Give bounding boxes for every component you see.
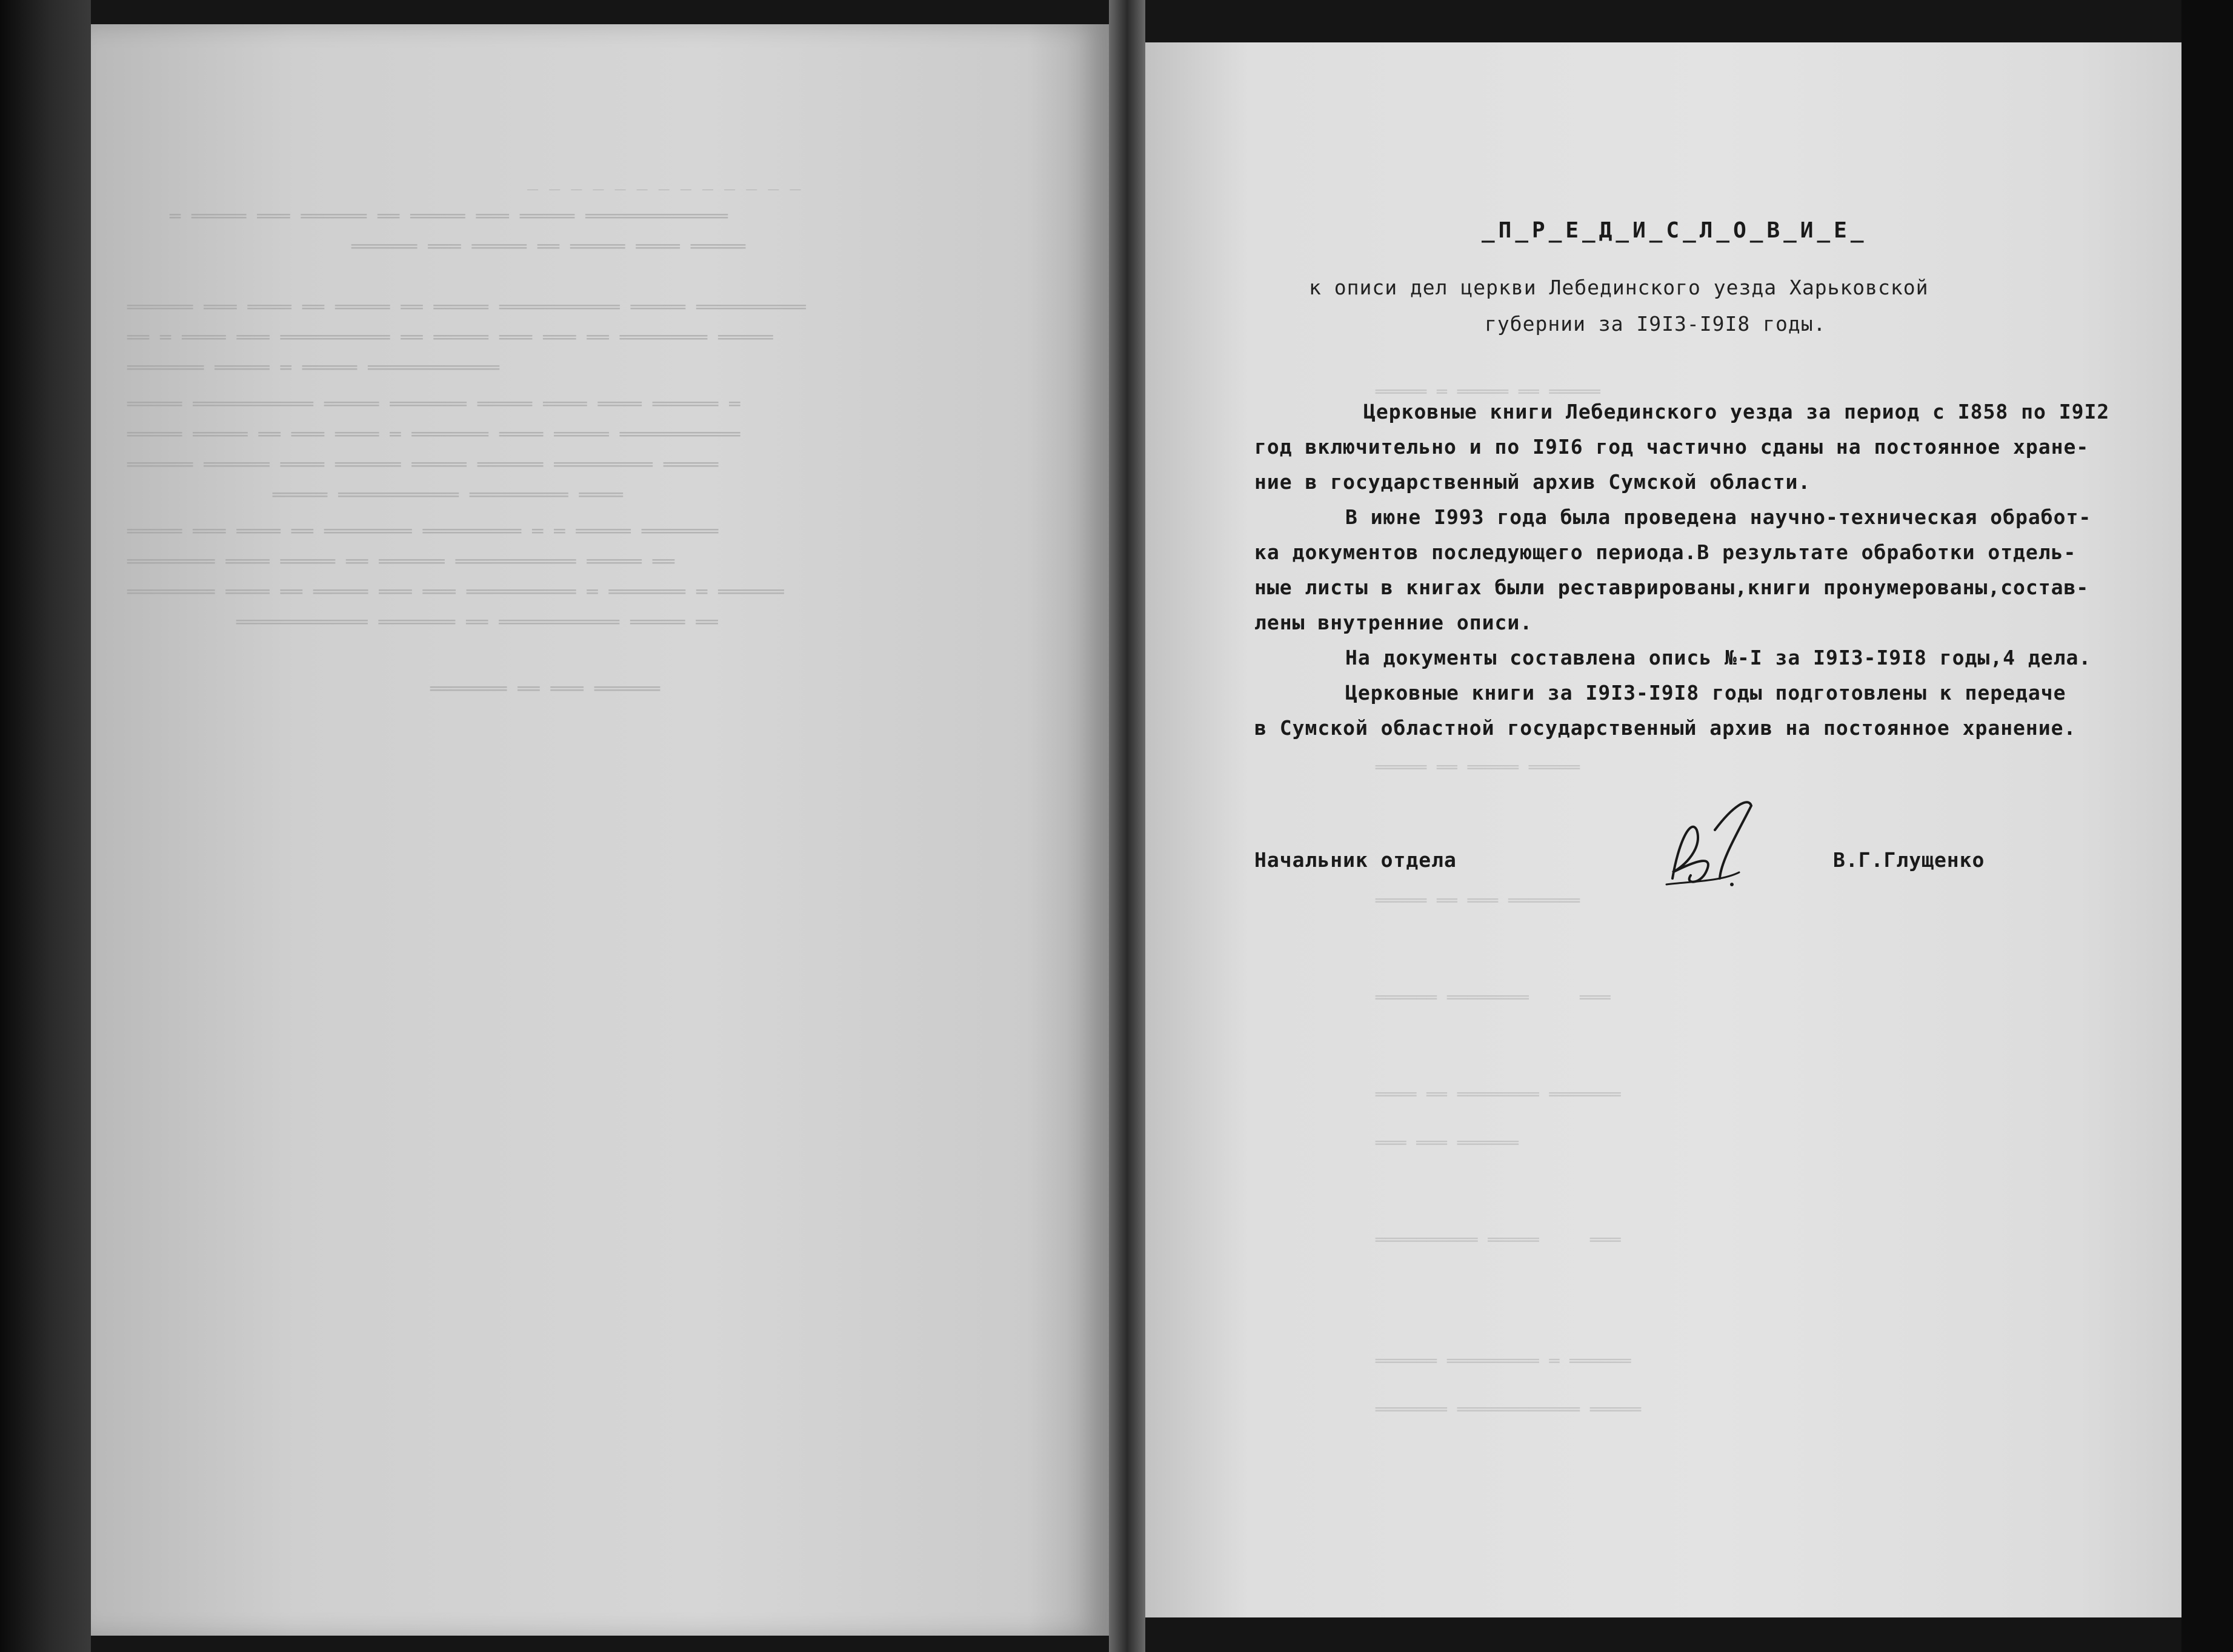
right-scan-border — [2181, 0, 2233, 1652]
bleed-through-table: ══════ ════════ ═══ — [1376, 987, 1611, 1007]
bleed-through-text: ═══════ ═════ ═ ═ ═════════ ════════ ══ ════ ═══ ═════ — [127, 521, 719, 542]
signatory-name: В.Г.Глущенко — [1833, 848, 1985, 872]
book-gutter — [1109, 0, 1145, 1652]
bleed-through-text: ═════ ════ ═════ ══ ═════ ═══ ══════ — [351, 236, 746, 257]
bleed-through-table: ═════ ═ ═════ ══ ═════ — [1376, 382, 1600, 402]
signatory-position: Начальник отдела — [1254, 848, 1457, 872]
bleed-through-table: ════ ══ ════════ ═══════ — [1376, 1084, 1621, 1104]
handwritten-signature — [1648, 794, 1769, 903]
body-line: Церковные книги за I9I3-I9I8 годы подготовлены к передаче — [1345, 681, 2066, 705]
bleed-through-text: ═════ ════════ ══ ═══ ═══ ═════ ══ ══════════ ═══ ════ ═ ══ — [127, 327, 773, 348]
body-line: Церковные книги Лебединского уезда за период с I858 по I9I2 — [1363, 400, 2110, 423]
book-spine-edge — [0, 0, 91, 1652]
bleed-through-text: ═ ══════ ════ ════ ═════ ═══════ ═════ ═══════════ ═════ — [127, 394, 740, 415]
bleed-through-text: ═══════════ ═════ ════ ═══════ ═ ════ ═══ ══ ═════ ═════ — [127, 424, 740, 445]
bleed-through-table: ═════ ══ ═══ ═══════ — [1376, 891, 1580, 911]
bleed-through-text: ══ ═════ ═══════════ ══ ═══════ ════════════ — [236, 612, 718, 633]
body-line: ные листы в книгах были реставрированы,книги пронумерованы,состав- — [1254, 576, 2089, 599]
bleed-through-text: ══════════ ═════ ═══════════ ═════ ══ ═════ ══ ════ ═══ ══════ — [127, 297, 806, 318]
body-line: На документы составлена опись №-I за I9I3-I9I8 годы,4 дела. — [1345, 646, 2092, 669]
document-subtitle-line-1: к описи дел церкви Лебединского уезда Харьковской — [1309, 276, 1929, 299]
bleed-through-table: ══════ ═════════ ═ ══════ — [1376, 1351, 1631, 1371]
body-line: ка документов последующего периода.В результате обработки отдель- — [1254, 540, 2077, 564]
body-line: лены внутренние описи. — [1254, 611, 1533, 634]
bleed-through-text: ══ ═════ ═══════════ ══════ ══ ═════ ════ ════════ — [127, 551, 675, 572]
bleed-through-text: ══════ ═ ═══════ ═ ══════════ ═══ ═══ ═════ ══ ════ ════════ — [127, 582, 784, 603]
body-line: год включительно и по I9I6 год частично сданы на постоянное хране- — [1254, 435, 2089, 459]
bleed-through-table: ═══ ═══ ══════ — [1376, 1133, 1519, 1153]
body-line: В июне I993 года была проведена научно-техническая обработ- — [1345, 505, 2092, 529]
bleed-through-text: ═════════════ ═════ ═══ ═════ ══ ══════ ═══ ═════ ═ — [170, 206, 728, 227]
body-line: ние в государственный архив Сумской области. — [1254, 470, 1811, 494]
bleed-through-table: ═════ ══ ═════ ═════ — [1376, 757, 1580, 777]
bleed-through-text: ═════ ═════════ ══════ ═════ ══════ ════ ══════ ══════ — [127, 454, 719, 476]
bleed-through-table: ═══════ ════════════ ═════ — [1376, 1399, 1642, 1419]
bleed-through-text: ══════ ═══ ══ ═══════ — [430, 678, 661, 700]
bleed-through-table: ══════════ ═════ ═══ — [1376, 1230, 1621, 1250]
body-line: в Сумской областной государственный архив на постоянное хранение. — [1254, 716, 2077, 740]
document-subtitle-line-2: губернии за I9I3-I9I8 годы. — [1485, 312, 1826, 336]
bleed-through-text: _ _ _ _ _ _ _ _ _ _ _ _ _ — [527, 170, 801, 191]
bleed-through-text: ════════════ ═════ ═ ═════ ═══════ — [127, 357, 500, 379]
document-title: _П_Р_Е_Д_И_С_Л_О_В_И_Е_ — [1482, 218, 1868, 243]
bleed-through-text: ════ ═════════ ═══════════ ═════ — [273, 485, 623, 506]
left-page-blank — [91, 24, 1109, 1636]
